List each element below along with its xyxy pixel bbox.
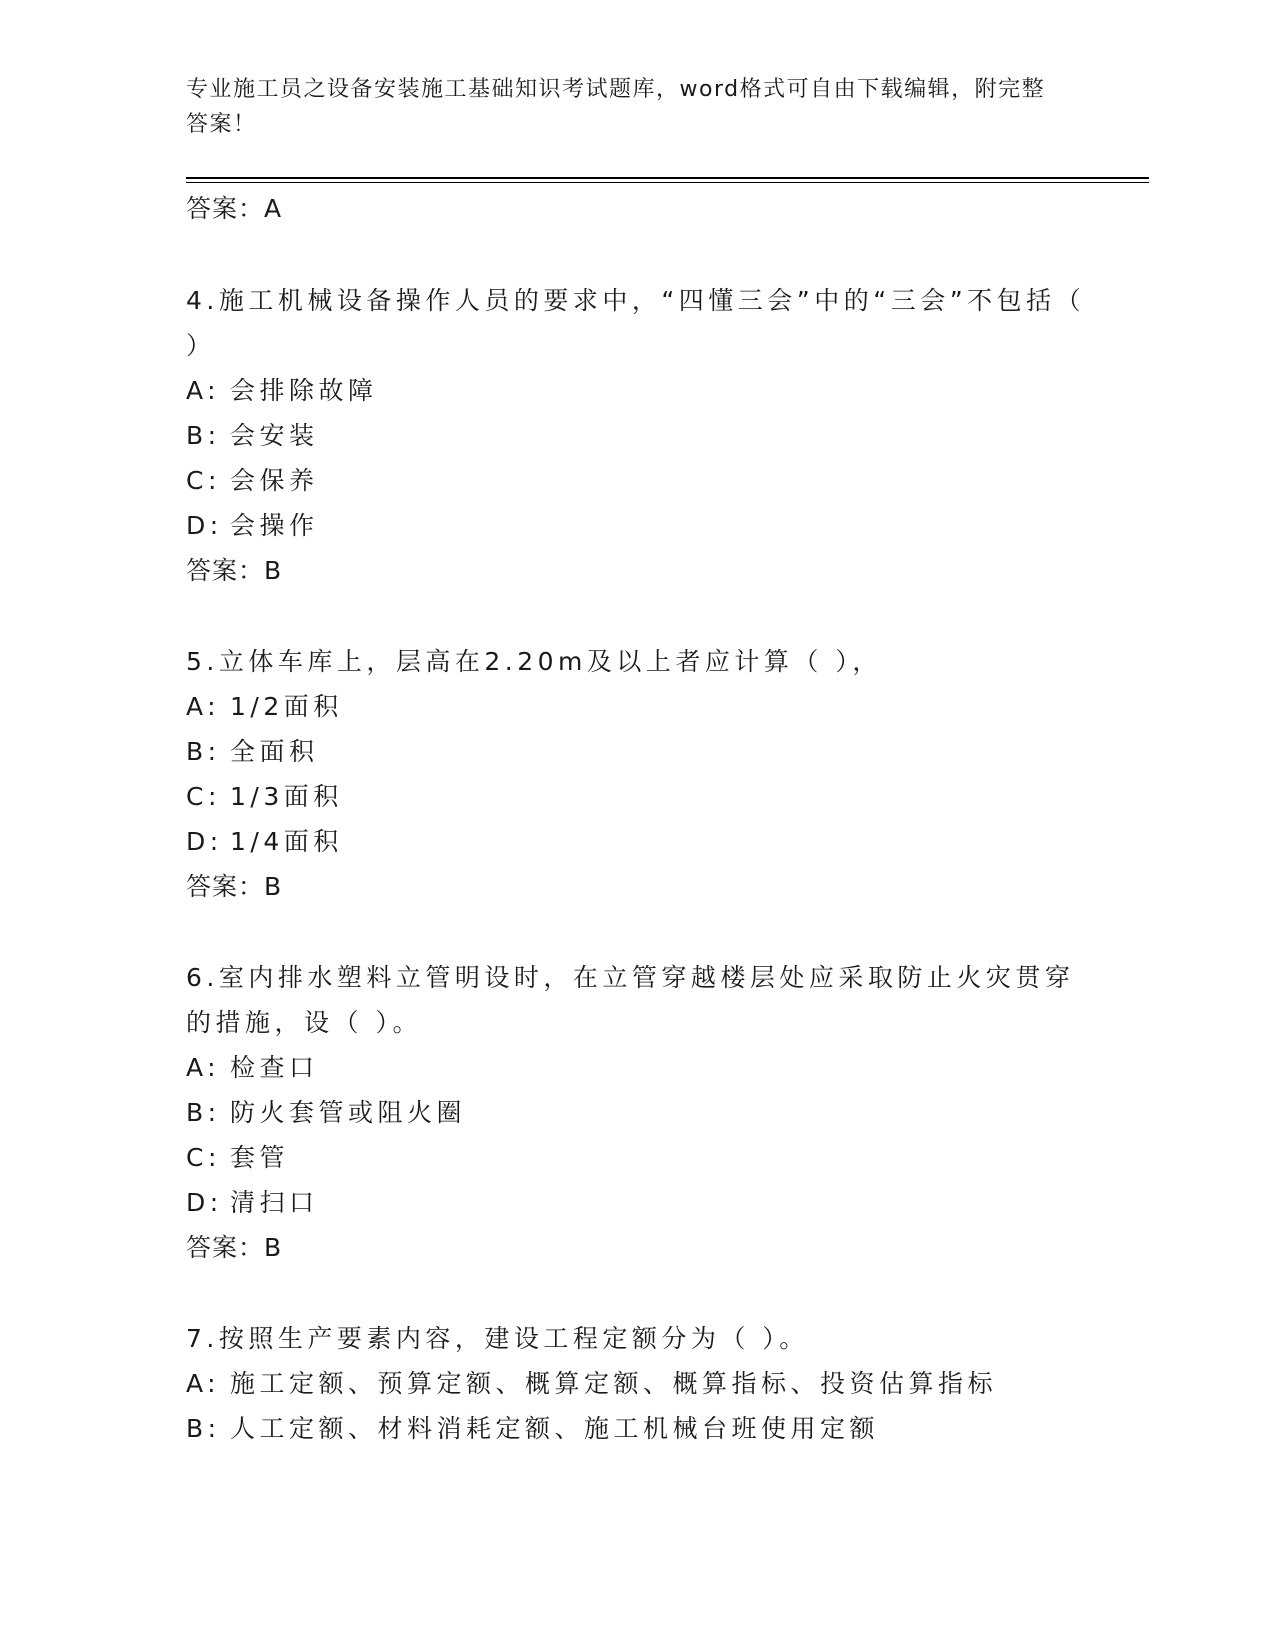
question-block <box>186 1316 1086 1451</box>
option-text: 施工定额、预算定额、概算定额、概算指标、投资估算指标 <box>230 1369 998 1398</box>
answer-line: 答案：B <box>186 556 283 585</box>
question-title: 4.施工机械设备操作人员的要求中，“四懂三会”中的“三会”不包括（ ） <box>186 286 1086 360</box>
option-item <box>186 503 1086 548</box>
option-text: 1/2面积 <box>230 692 343 721</box>
option-letter: C: <box>186 782 221 811</box>
option-letter: B: <box>186 421 221 450</box>
option-item <box>186 1090 1086 1135</box>
question-title: 5.立体车库上，层高在2.20m及以上者应计算（ ）， <box>186 647 882 676</box>
option-text: 清扫口 <box>230 1188 319 1217</box>
question-block <box>186 639 1086 909</box>
question-title: 6.室内排水塑料立管明设时，在立管穿越楼层处应采取防止火灾贯穿的措施，设（ ）。 <box>186 963 1075 1037</box>
answer-line: 答案：B <box>186 1233 283 1262</box>
option-item <box>186 774 1086 819</box>
option-letter: A: <box>186 692 221 721</box>
option-letter: D: <box>186 827 223 856</box>
option-item <box>186 1180 1086 1225</box>
question-list <box>186 186 1086 1451</box>
option-item <box>186 1135 1086 1180</box>
option-letter: C: <box>186 466 221 495</box>
option-letter: A: <box>186 376 221 405</box>
option-text: 套管 <box>230 1143 290 1172</box>
option-letter: B: <box>186 1414 221 1443</box>
option-letter: B: <box>186 1098 221 1127</box>
option-text: 全面积 <box>230 737 319 766</box>
option-letter: D: <box>186 1188 223 1217</box>
option-item <box>186 729 1086 774</box>
option-text: 会排除故障 <box>230 376 378 405</box>
option-item <box>186 1406 1086 1451</box>
option-item <box>186 1361 1086 1406</box>
option-letter: A: <box>186 1053 221 1082</box>
question-block <box>186 955 1086 1270</box>
question-title: 7.按照生产要素内容，建设工程定额分为（ ）。 <box>186 1324 809 1353</box>
answer-line: 答案：B <box>186 872 283 901</box>
option-letter: C: <box>186 1143 221 1172</box>
option-text: 会保养 <box>230 466 319 495</box>
option-text: 1/3面积 <box>230 782 343 811</box>
header-rule-thick <box>186 177 1149 179</box>
option-item <box>186 413 1086 458</box>
option-text: 人工定额、材料消耗定额、施工机械台班使用定额 <box>230 1414 880 1443</box>
document-header: 专业施工员之设备安装施工基础知识考试题库，word格式可自由下载编辑，附完整答案！ <box>186 77 1046 137</box>
header-rule-thin <box>186 182 1149 183</box>
option-text: 会安装 <box>230 421 319 450</box>
answer-line: 答案：A <box>186 194 283 223</box>
option-item <box>186 1045 1086 1090</box>
option-letter: B: <box>186 737 221 766</box>
option-item <box>186 458 1086 503</box>
option-letter: A: <box>186 1369 221 1398</box>
option-item <box>186 368 1086 413</box>
option-letter: D: <box>186 511 223 540</box>
option-text: 会操作 <box>230 511 319 540</box>
option-item <box>186 819 1086 864</box>
option-text: 防火套管或阻火圈 <box>230 1098 467 1127</box>
option-text: 检查口 <box>230 1053 319 1082</box>
option-item <box>186 684 1086 729</box>
question-block <box>186 278 1086 593</box>
option-text: 1/4面积 <box>230 827 343 856</box>
